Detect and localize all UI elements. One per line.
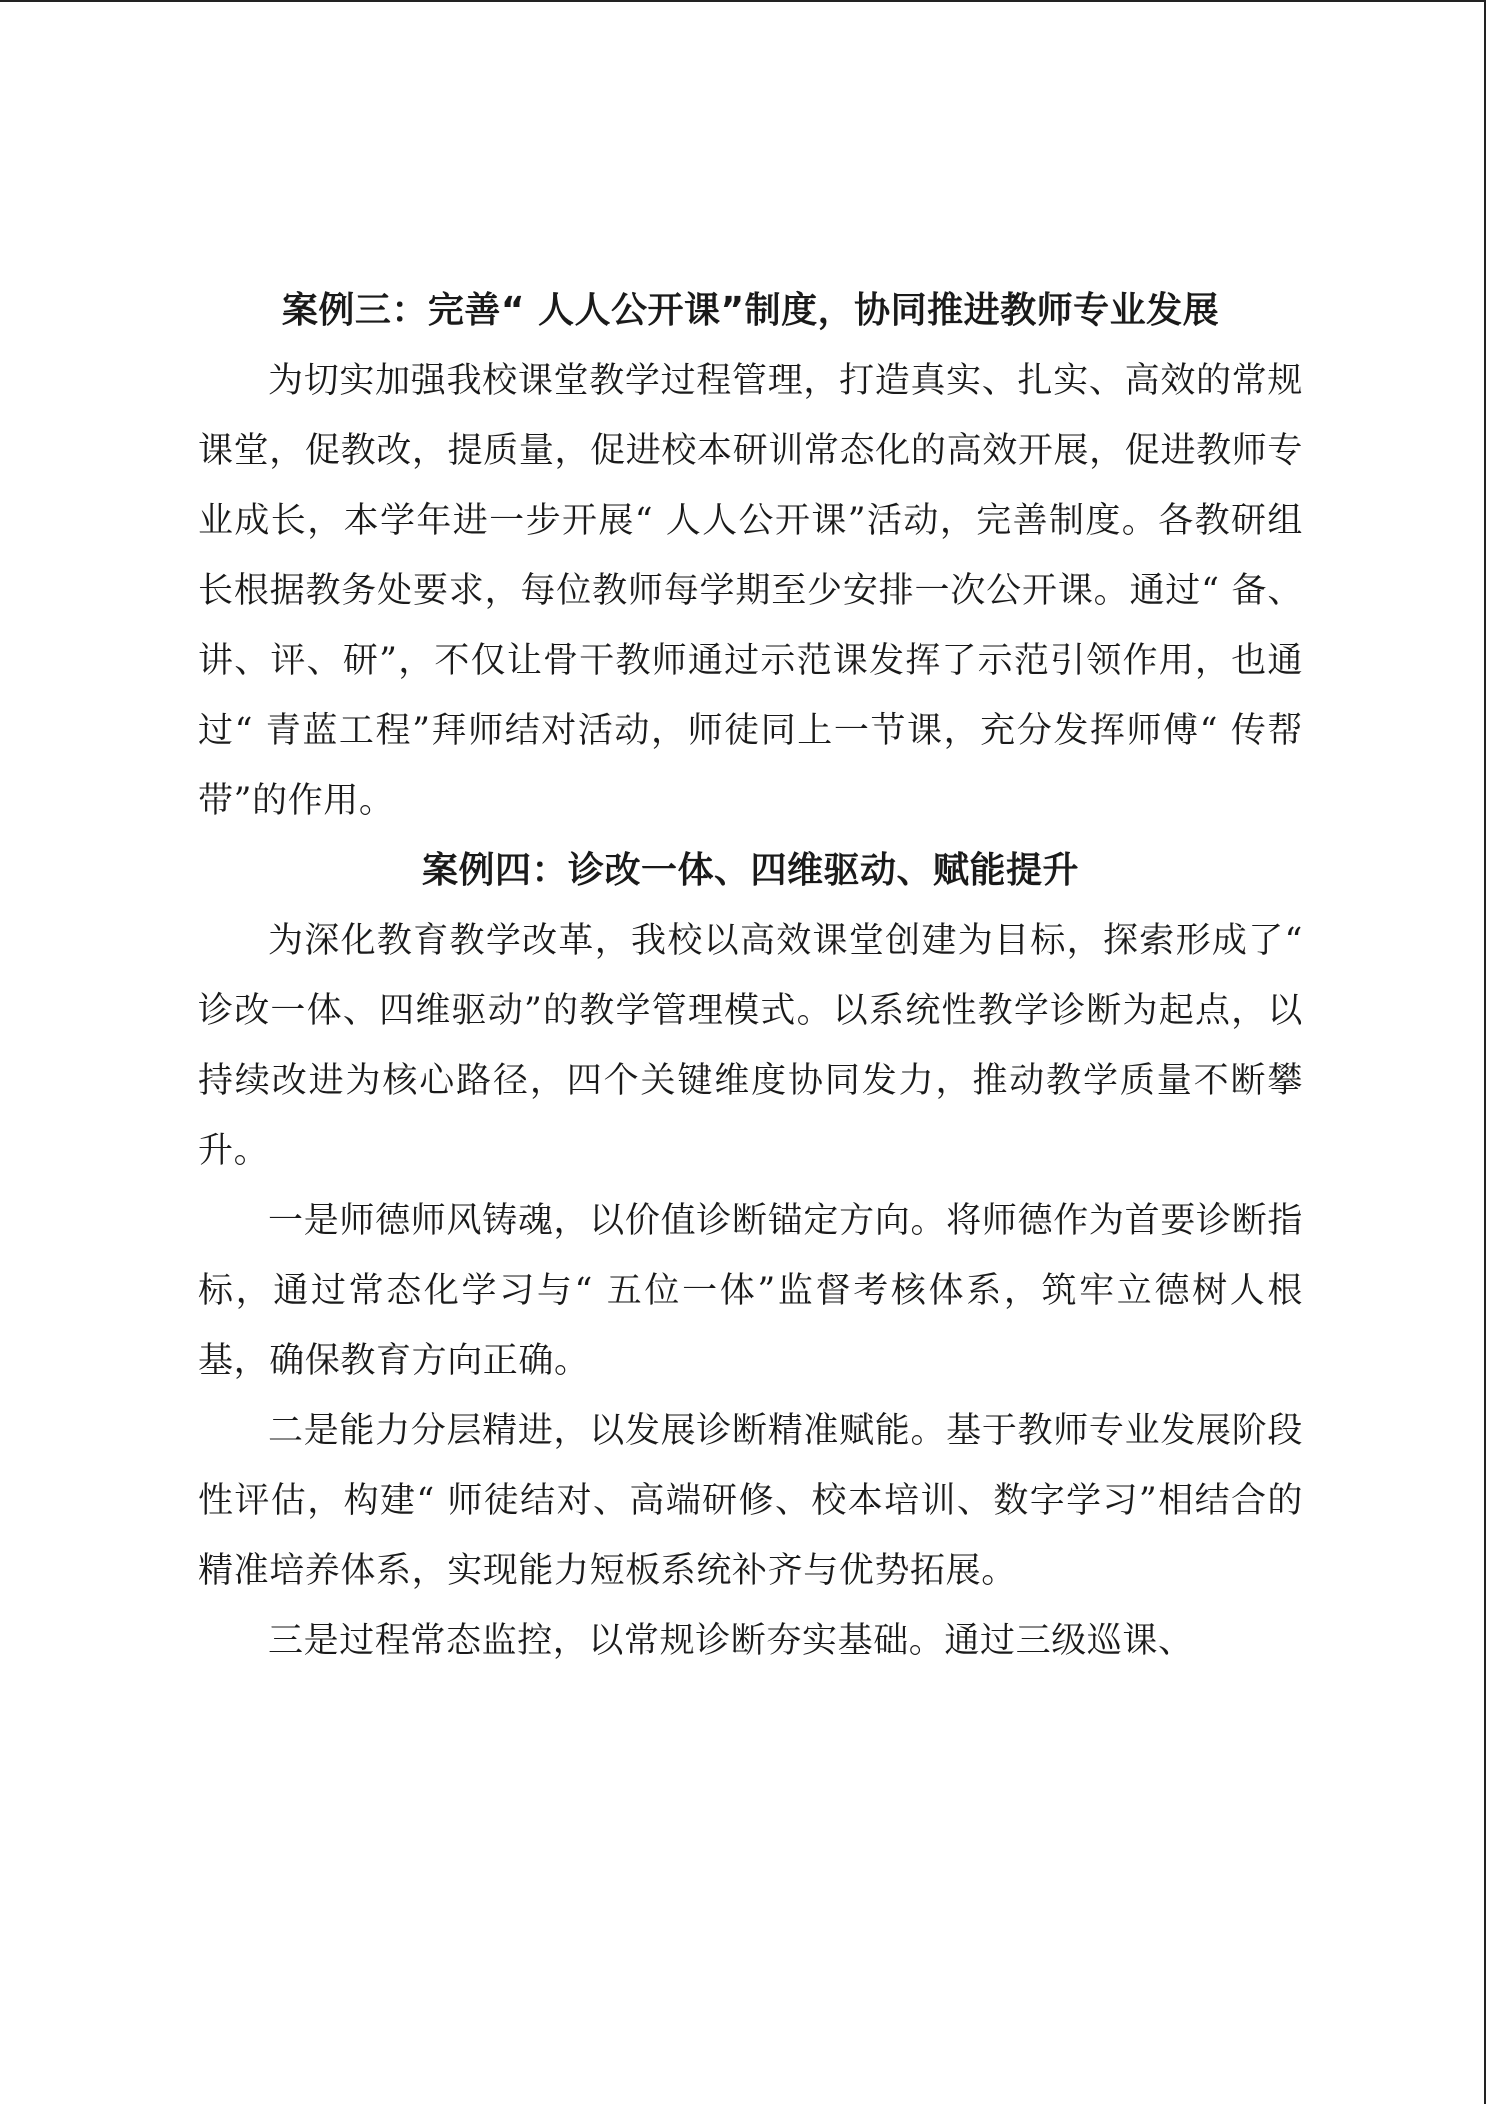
case4-paragraph-1: 为深化教育教学改革，我校以高效课堂创建为目标，探索形成了“ 诊改一体、四维驱动”的教学管理模式。以系统性教学诊断为起点，以持续改进为核心路径，四个关键维度协同发力，推动教学质量不断攀升。 — [198, 921, 1303, 1171]
case3-title: 案例三：完善“ 人人公开课”制度，协同推进教师专业发展 — [281, 290, 1220, 331]
case4-paragraph-3: 二是能力分层精进，以发展诊断精准赋能。基于教师专业发展阶段性评估，构建“ 师徒结对、高端研修、校本培训、数字学习”相结合的精准培养体系，实现能力短板系统补齐与优势拓展。 — [198, 1411, 1303, 1591]
case4-paragraph-4: 三是过程常态监控，以常规诊断夯实基础。通过三级巡课、 — [268, 1621, 1194, 1661]
document-body — [198, 276, 1303, 1676]
case4-title: 案例四：诊改一体、四维驱动、赋能提升 — [421, 850, 1079, 891]
case4-paragraph-2: 一是师德师风铸魂，以价值诊断锚定方向。将师德作为首要诊断指标，通过常态化学习与“ 五位一体”监督考核体系，筑牢立德树人根基，确保教育方向正确。 — [198, 1201, 1303, 1381]
case3-paragraph-1: 为切实加强我校课堂教学过程管理，打造真实、扎实、高效的常规课堂，促教改，提质量，促进校本研训常态化的高效开展，促进教师专业成长，本学年进一步开展“ 人人公开课”活动，完善制度。各教研组长根据教务处要求，每位教师每学期至少安排一次公开课。通过“ 备、讲、评、研”，不仅让骨干教师通过示范课发挥了示范引领作用，也通过“ 青蓝工程”拜师结对活动，师徒同上一节课，充分发挥师傅“ 传帮带”的作用。 — [198, 361, 1303, 821]
